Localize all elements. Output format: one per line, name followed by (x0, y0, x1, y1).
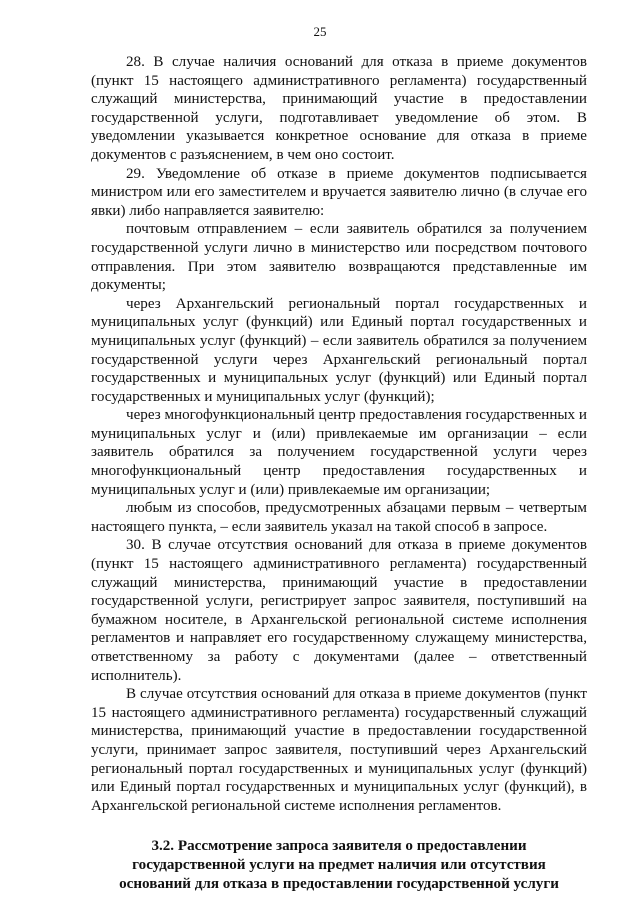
paragraph-29: 29. Уведомление об отказе в приеме документов подписывается министром или его заместителем и вручается заявителю лично (в случае его явки) либо направляется заявителю: (91, 165, 587, 219)
page-number: 25 (313, 24, 327, 39)
section-heading: 3.2. Рассмотрение запроса заявителя о предоставлении государственной услуги на предмет наличия или отсутствия оснований для отказа в предоставлении государственной услуги (119, 838, 559, 892)
paragraph-29-option-mfc: через многофункциональный центр предоставления государственных и муниципальных услуг и (или) привлекаемые им организации – если заявитель обратился за получением государственной услуги через многофункциональный центр предоставления государственных и муниципальных услуг и (или) привлекаемые им организации; (91, 407, 587, 498)
paragraph-30: 30. В случае отсутствия оснований для отказа в приеме документов (пункт 15 настоящего административного регламента) государственный служащий министерства, принимающий участие в предоставлении государственной услуги, регистрирует запрос заявителя, поступивший на бумажном носителе, в Архангельской региональной системе исполнения регламентов и направляет его государственному служащему министерства, ответственному за работу с документами (далее – ответственный исполнитель). (91, 537, 587, 684)
document-body (91, 53, 587, 893)
paragraph-28: 28. В случае наличия оснований для отказа в приеме документов (пункт 15 настоящего административного регламента) государственный служащий министерства, принимающий участие в предоставлении государственной услуги, подготавливает уведомление об этом. В уведомлении указывается конкретное основание для отказа в приеме документов с разъяснением, в чем оно состоит. (91, 54, 587, 163)
paragraph-29-option-any: любым из способов, предусмотренных абзацами первым – четвертым настоящего пункта, – если заявитель указал на такой способ в запросе. (91, 500, 587, 535)
paragraph-30-continued: В случае отсутствия оснований для отказа в приеме документов (пункт 15 настоящего административного регламента) государственный служащий министерства, принимающий участие в предоставлении государственной услуги, принимает запрос заявителя, поступивший через Архангельский региональный портал государственных и муниципальных услуг (функций) или Единый портал государственных и муниципальных услуг (функций), в Архангельской региональной системе исполнения регламентов. (91, 686, 587, 814)
paragraph-29-option-mail: почтовым отправлением – если заявитель обратился за получением государственной услуги лично в министерство или посредством почтового отправления. При этом заявителю возвращаются представленные им документы; (91, 221, 587, 294)
paragraph-29-option-portal: через Архангельский региональный портал государственных и муниципальных услуг (функций) или Единый портал государственных и муниципальных услуг (функций) – если заявитель обратился за получением государственной услуги через Архангельский региональный портал государственных и муниципальных услуг (функций) или Единый портал государственных и муниципальных услуг (функций); (91, 295, 587, 405)
